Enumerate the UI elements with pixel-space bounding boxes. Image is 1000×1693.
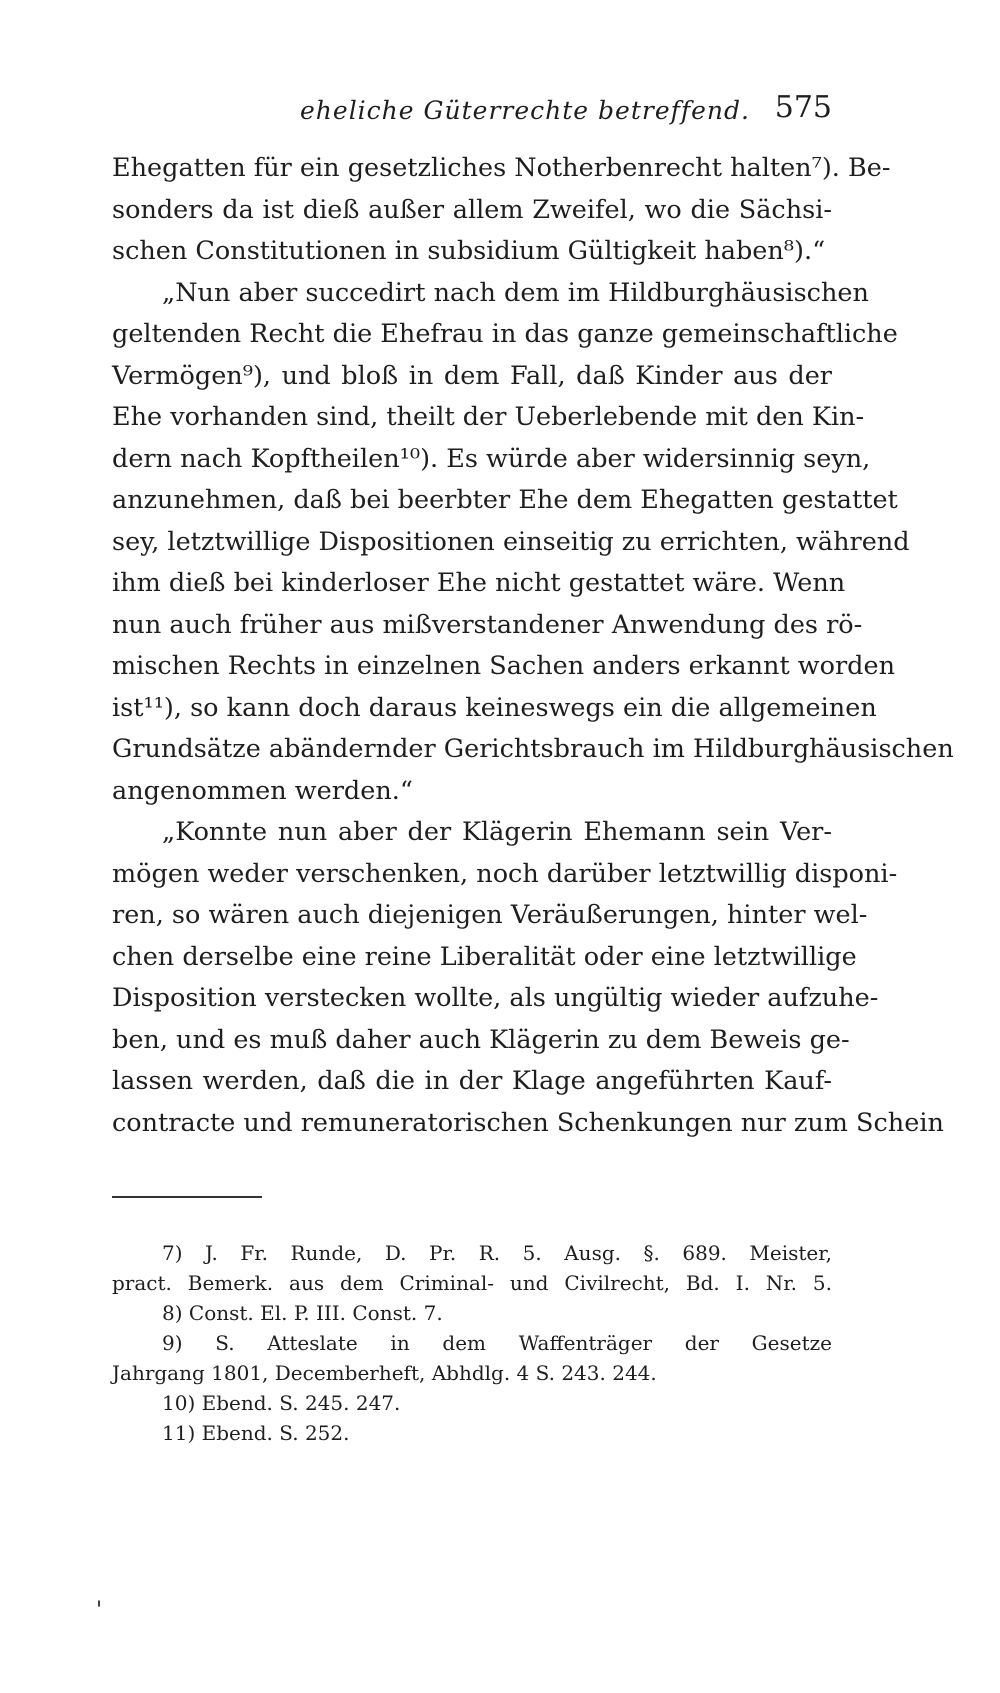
footnotes [112,1238,832,1448]
text-line: nun auch früher aus mißverstandener Anwendung des rö- [112,609,863,640]
text-line: „Konnte nun aber der Klägerin Ehemann sein Ver- [162,817,832,847]
text-line: chen derselbe eine reine Liberalität oder eine letztwillige [112,941,857,972]
text-line: mögen weder verschenken, noch darüber letztwillig disponi- [112,858,898,889]
text-line: sey, letztwillige Dispositionen einseitig zu errichten, während [112,526,910,557]
text-line: anzunehmen, daß bei beerbter Ehe dem Ehegatten gestattet [112,485,898,515]
text-line: „Nun aber succedirt nach dem im Hildburghäusischen [162,277,869,308]
page-number: 575 [774,90,832,125]
text-line: geltenden Recht die Ehefrau in das ganze gemeinschaftliche [112,319,898,349]
text-line: schen Constitutionen in subsidium Gültigkeit haben⁸).“ [112,236,826,266]
text-line: sonders da ist dieß außer allem Zweifel, wo die Sächsi- [112,194,832,225]
text-line: ben, und es muß daher auch Klägerin zu dem Beweis ge- [112,1024,850,1055]
text-line: Ehegatten für ein gesetzliches Notherbenrecht halten⁷). Be- [112,153,891,183]
text-line: dern nach Kopftheilen¹⁰). Es würde aber widersinnig seyn, [112,443,871,474]
text-line: lassen werden, daß die in der Klage angeführten Kauf- [112,1066,832,1096]
text-line: angenommen werden.“ [112,775,413,806]
footnote-line: 8) Const. El. P. III. Const. 7. [162,1301,443,1325]
stray-ink-mark: ' [96,1598,103,1623]
footnote-line: pract. Bemerk. aus dem Criminal- und Civilrecht, Bd. I. Nr. 5. [112,1271,832,1295]
text-line: Ehe vorhanden sind, theilt der Ueberlebende mit den Kin- [112,402,865,432]
footnote-separator [112,1196,262,1198]
page-header [112,86,832,136]
text-line: ihm dieß bei kinderloser Ehe nicht gestattet wäre. Wenn [112,568,846,598]
footnote-line: 7) J. Fr. Runde, D. Pr. R. 5. Ausg. §. 689. Meister, [162,1241,832,1265]
footnote-line: 9) S. Atteslate in dem Waffenträger der Gesetze [162,1331,832,1355]
body-text [112,148,954,1144]
text-line: ren, so wären auch diejenigen Veräußerungen, hinter wel- [112,900,868,930]
text-line: ist¹¹), so kann doch daraus keineswegs ein die allgemeinen [112,692,877,723]
footnote-line: 10) Ebend. S. 245. 247. [162,1391,401,1415]
footnote-line: 11) Ebend. S. 252. [162,1421,350,1445]
running-head: eheliche Güterrechte betreffend. [300,96,750,125]
text-line: Disposition verstecken wollte, als ungültig wieder aufzuhe- [112,983,879,1013]
text-line: Vermögen⁹), und bloß in dem Fall, daß Kinder aus der [112,360,832,391]
text-line: Grundsätze abändernder Gerichtsbrauch im Hildburghäusischen [112,734,954,764]
text-line: mischen Rechts in einzelnen Sachen anders erkannt worden [112,651,896,681]
text-line: contracte und remuneratorischen Schenkungen nur zum Schein [112,1107,944,1138]
footnote-line: Jahrgang 1801, Decemberheft, Abhdlg. 4 S. 243. 244. [112,1361,657,1385]
